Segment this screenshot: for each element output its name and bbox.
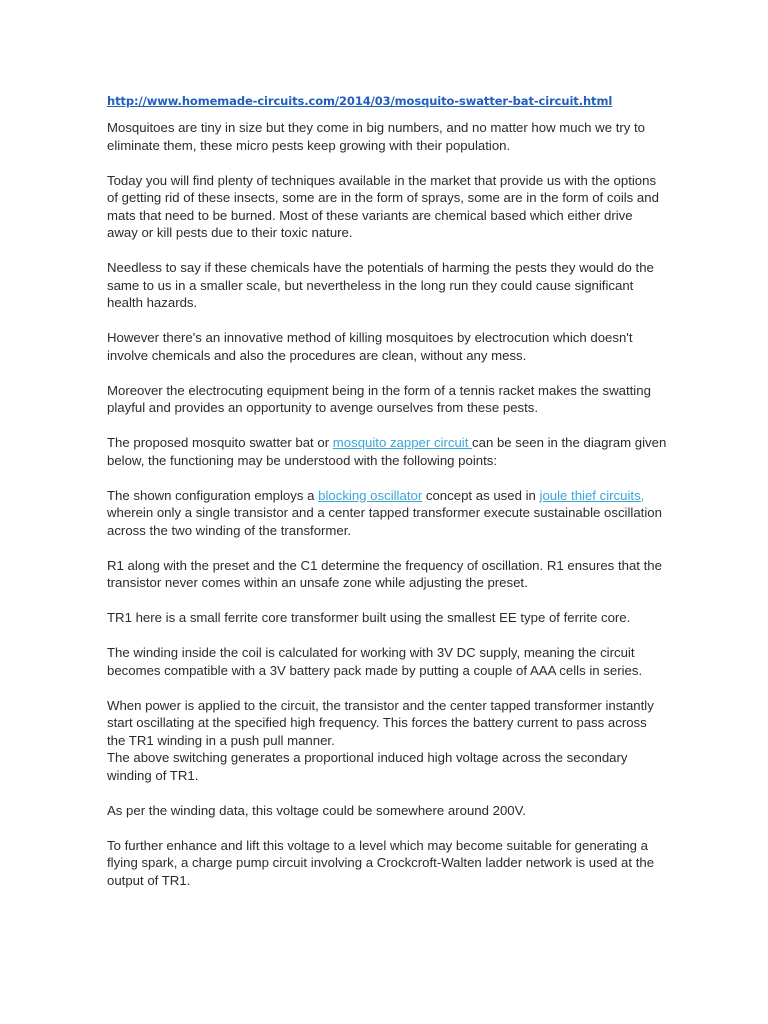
paragraph-electrocution: However there's an innovative method of killing mosquitoes by electrocution which doesn't involve chemicals and also the procedures are clean, without any mess. [107, 330, 633, 363]
paragraph-chemicals: Needless to say if these chemicals have the potentials of harming the pests they would do the same to us in a smaller scale, but nevertheless in the long run they could cause significant health hazards. [107, 260, 654, 310]
paragraph-tennis-racket: Moreover the electrocuting equipment being in the form of a tennis racket makes the swatting playful and provides an opportunity to avenge ourselves from these pests. [107, 382, 651, 415]
paragraph-charge-pump: To further enhance and lift this voltage to a level which may become suitable for generating a flying spark, a charge pump circuit involving a Crockcroft-Walten ladder network is used at the output of TR1. [107, 837, 655, 888]
source-url-link[interactable]: http://www.homemade-circuits.com/2014/03/mosquito-swatter-bat-circuit.html [107, 94, 613, 108]
paragraph-winding-data: As per the winding data, this voltage could be somewhere around 200V. [107, 802, 526, 818]
paragraph-r1-preset: R1 along with the preset and the C1 determine the frequency of oscillation. R1 ensures that the transistor never comes within an unsafe zone while adjusting the preset. [107, 557, 662, 590]
document-page [107, 93, 667, 907]
paragraph-tr1: TR1 here is a small ferrite core transformer built using the smallest EE type of ferrite core. [107, 610, 631, 625]
text-segment: can be seen in the diagram given below, the functioning may be understood with the following points: [107, 435, 667, 468]
text-segment: The shown configuration employs a [107, 487, 319, 503]
paragraph-proposed-bat [107, 434, 667, 469]
paragraph-switching: The above switching generates a proportional induced high voltage across the secondary winding of TR1. [107, 750, 628, 783]
paragraph-power-applied: When power is applied to the circuit, the transistor and the center tapped transformer instantly start oscillating at the specified high frequency. This forces the battery current to pass across the TR1 winding in a push pull manner. [107, 697, 654, 748]
text-segment: concept as used in [422, 487, 540, 503]
paragraph-intro: Mosquitoes are tiny in size but they come in big numbers, and no matter how much we try to eliminate them, these micro pests keep growing with their population. [107, 120, 646, 153]
mosquito-zapper-link[interactable]: mosquito zapper circuit [332, 435, 473, 450]
text-segment: The proposed mosquito swatter bat or [107, 435, 333, 450]
paragraph-winding: The winding inside the coil is calculated for working with 3V DC supply, meaning the circuit becomes compatible with a 3V battery pack made by putting a couple of AAA cells in series. [107, 645, 643, 678]
joule-thief-link[interactable]: joule thief circuits, [539, 487, 645, 503]
blocking-oscillator-link[interactable]: blocking oscillator [318, 487, 423, 503]
paragraph-techniques: Today you will find plenty of techniques available in the market that provide us with the options of getting rid of these insects, some are in the form of sprays, some are in the form of coils and mats that need to be burned. Most of these variants are chemical based which either drive away or kill pests due to their toxic nature. [107, 172, 659, 240]
paragraph-configuration [107, 487, 667, 540]
text-segment: wherein only a single transistor and a center tapped transformer execute sustainable oscillation across the two winding of the transformer. [107, 505, 662, 538]
